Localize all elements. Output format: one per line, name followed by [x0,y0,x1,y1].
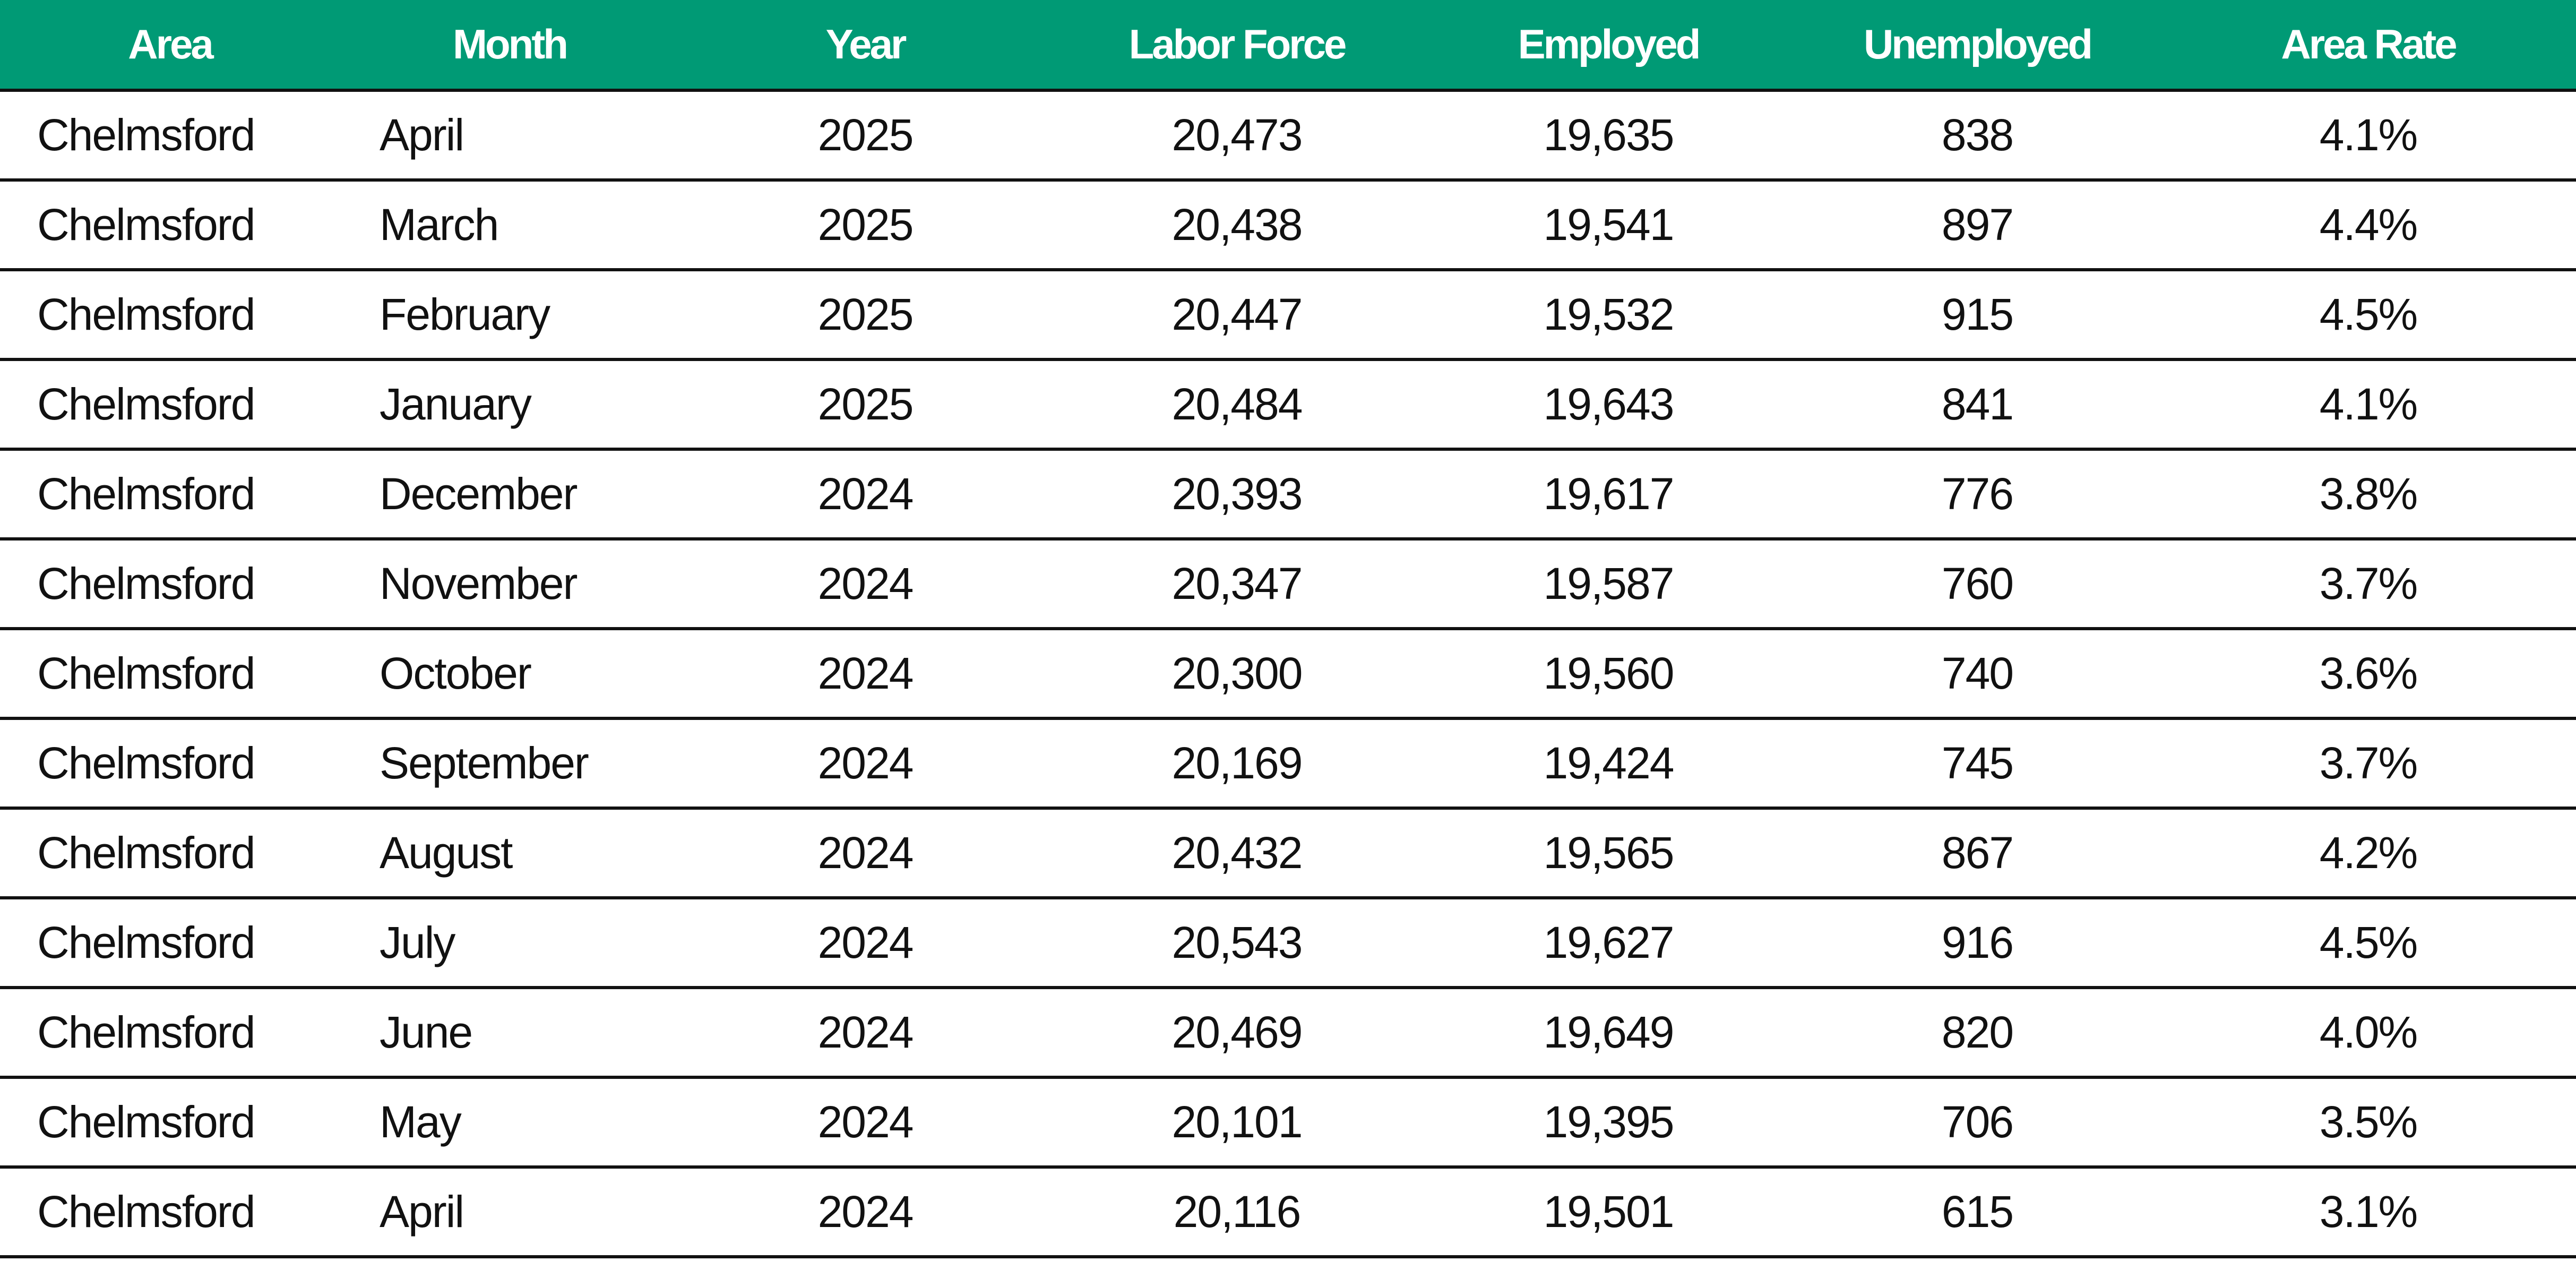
header-month: Month [340,0,679,90]
cell-month: January [340,359,679,449]
cell-year: 2025 [679,270,1051,359]
cell-year: 2024 [679,1077,1051,1167]
cell-area-rate: 3.7% [2160,539,2576,629]
cell-year: 2024 [679,808,1051,898]
cell-month: September [340,718,679,808]
cell-unemployed: 776 [1794,449,2160,539]
table-row [0,539,2576,629]
table-row [0,359,2576,449]
cell-year: 2024 [679,898,1051,988]
cell-month: October [340,629,679,718]
header-year: Year [679,0,1051,90]
cell-area-rate: 4.1% [2160,90,2576,180]
cell-labor-force: 20,432 [1051,808,1423,898]
cell-year: 2024 [679,449,1051,539]
cell-year: 2025 [679,359,1051,449]
cell-area: Chelmsford [0,449,340,539]
table-row [0,898,2576,988]
cell-area: Chelmsford [0,90,340,180]
table-row [0,808,2576,898]
cell-month: April [340,1167,679,1257]
cell-labor-force: 20,101 [1051,1077,1423,1167]
cell-area: Chelmsford [0,1077,340,1167]
cell-month: April [340,90,679,180]
cell-area: Chelmsford [0,1167,340,1257]
cell-area: Chelmsford [0,270,340,359]
cell-area: Chelmsford [0,808,340,898]
cell-labor-force: 20,393 [1051,449,1423,539]
cell-employed: 19,395 [1423,1077,1794,1167]
cell-month: May [340,1077,679,1167]
cell-area-rate: 3.8% [2160,449,2576,539]
cell-unemployed: 760 [1794,539,2160,629]
header-unemployed: Unemployed [1794,0,2160,90]
table-row [0,270,2576,359]
header-employed: Employed [1423,0,1794,90]
cell-area-rate: 4.2% [2160,808,2576,898]
table-row [0,629,2576,718]
cell-employed: 19,565 [1423,808,1794,898]
cell-area-rate: 4.0% [2160,988,2576,1077]
cell-month: February [340,270,679,359]
cell-labor-force: 20,116 [1051,1167,1423,1257]
cell-year: 2024 [679,629,1051,718]
cell-employed: 19,424 [1423,718,1794,808]
cell-labor-force: 20,347 [1051,539,1423,629]
cell-employed: 19,541 [1423,180,1794,270]
cell-area: Chelmsford [0,898,340,988]
cell-unemployed: 915 [1794,270,2160,359]
cell-area-rate: 3.5% [2160,1077,2576,1167]
cell-labor-force: 20,438 [1051,180,1423,270]
cell-area: Chelmsford [0,359,340,449]
cell-unemployed: 841 [1794,359,2160,449]
cell-employed: 19,649 [1423,988,1794,1077]
cell-labor-force: 20,543 [1051,898,1423,988]
cell-month: December [340,449,679,539]
table-body [0,90,2576,1257]
cell-area: Chelmsford [0,629,340,718]
cell-area-rate: 4.5% [2160,898,2576,988]
cell-employed: 19,501 [1423,1167,1794,1257]
header-labor-force: Labor Force [1051,0,1423,90]
table-row [0,449,2576,539]
cell-employed: 19,560 [1423,629,1794,718]
cell-area-rate: 3.6% [2160,629,2576,718]
cell-year: 2024 [679,988,1051,1077]
table-row [0,718,2576,808]
cell-labor-force: 20,447 [1051,270,1423,359]
cell-year: 2025 [679,180,1051,270]
cell-area-rate: 4.5% [2160,270,2576,359]
cell-area: Chelmsford [0,718,340,808]
cell-area: Chelmsford [0,539,340,629]
cell-year: 2024 [679,1167,1051,1257]
cell-unemployed: 615 [1794,1167,2160,1257]
cell-month: August [340,808,679,898]
cell-labor-force: 20,469 [1051,988,1423,1077]
table-row [0,90,2576,180]
cell-year: 2024 [679,718,1051,808]
cell-month: March [340,180,679,270]
cell-employed: 19,627 [1423,898,1794,988]
table-row [0,1077,2576,1167]
cell-area-rate: 3.1% [2160,1167,2576,1257]
cell-labor-force: 20,473 [1051,90,1423,180]
cell-month: June [340,988,679,1077]
cell-area: Chelmsford [0,180,340,270]
cell-employed: 19,532 [1423,270,1794,359]
cell-unemployed: 820 [1794,988,2160,1077]
header-area-rate: Area Rate [2160,0,2576,90]
cell-area-rate: 4.4% [2160,180,2576,270]
header-row [0,0,2576,90]
cell-area-rate: 4.1% [2160,359,2576,449]
cell-unemployed: 838 [1794,90,2160,180]
cell-labor-force: 20,300 [1051,629,1423,718]
cell-year: 2024 [679,539,1051,629]
cell-unemployed: 897 [1794,180,2160,270]
cell-area: Chelmsford [0,988,340,1077]
cell-labor-force: 20,169 [1051,718,1423,808]
cell-unemployed: 867 [1794,808,2160,898]
cell-unemployed: 706 [1794,1077,2160,1167]
cell-labor-force: 20,484 [1051,359,1423,449]
cell-employed: 19,587 [1423,539,1794,629]
cell-unemployed: 916 [1794,898,2160,988]
cell-employed: 19,643 [1423,359,1794,449]
cell-year: 2025 [679,90,1051,180]
cell-month: July [340,898,679,988]
cell-area-rate: 3.7% [2160,718,2576,808]
cell-month: November [340,539,679,629]
cell-unemployed: 745 [1794,718,2160,808]
table-row [0,1167,2576,1257]
table-row [0,988,2576,1077]
cell-employed: 19,635 [1423,90,1794,180]
cell-unemployed: 740 [1794,629,2160,718]
cell-employed: 19,617 [1423,449,1794,539]
header-area: Area [0,0,340,90]
table-row [0,180,2576,270]
